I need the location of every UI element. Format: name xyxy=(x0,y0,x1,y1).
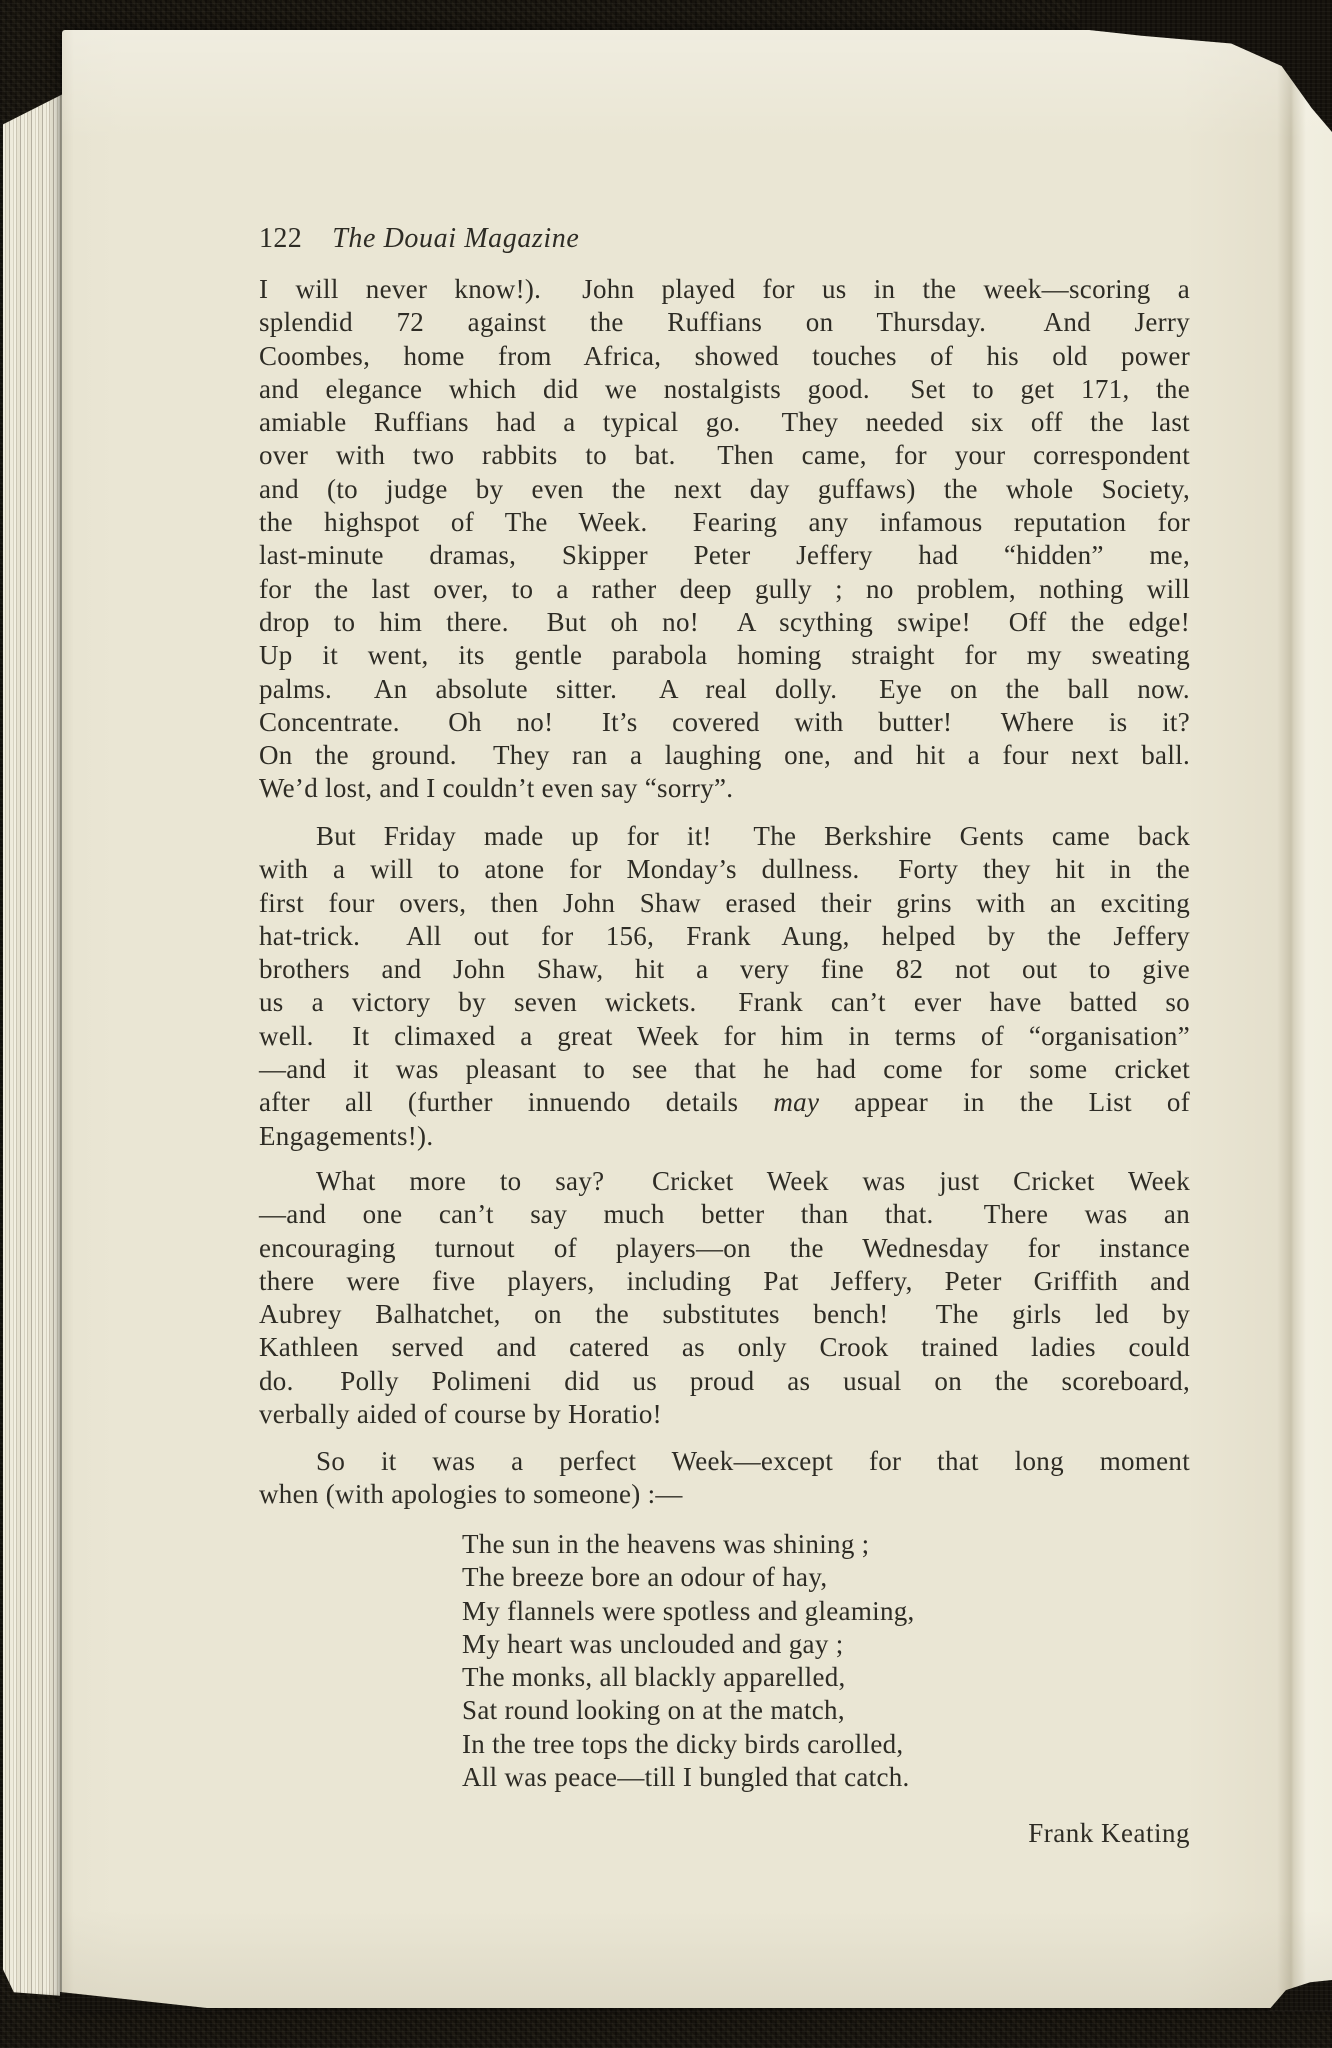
text-line: I will never know!). John played for us in the week—scoring a xyxy=(259,274,1190,304)
text-line: So it was a perfect Week—except for that long moment xyxy=(316,1446,1190,1476)
poem xyxy=(259,1528,1190,1794)
page-number: 122 xyxy=(259,223,303,254)
text-line: hat-trick. All out for 156, Frank Aung, helped by the Jeffery xyxy=(259,920,1190,951)
paragraph-3 xyxy=(259,1165,1190,1431)
text-line: amiable Ruffians had a typical go. They needed six off the last xyxy=(259,407,1190,438)
text-line: The sun in the heavens was shining ; xyxy=(462,1529,870,1559)
text-line: the highspot of The Week. Fearing any infamous reputation for xyxy=(259,507,1190,538)
text-line: Engagements!). xyxy=(259,1120,434,1151)
text-line: when (with apologies to someone) :— xyxy=(259,1479,683,1510)
paragraph-4 xyxy=(259,1445,1190,1512)
text-line: Kathleen served and catered as only Crook trained ladies could xyxy=(259,1332,1190,1363)
text-line: and (to judge by even the next day guffaws) the whole Society, xyxy=(259,473,1190,504)
text-line: do. Polly Polimeni did us proud as usual on the scoreboard, xyxy=(259,1365,1190,1396)
page-edge-stack xyxy=(3,94,63,1996)
text-line: In the tree tops the dicky birds carolled, xyxy=(462,1728,904,1759)
text-line: with a will to atone for Monday’s dullness. Forty they hit in the xyxy=(259,854,1190,885)
text-line: us a victory by seven wickets. Frank can’t ever have batted so xyxy=(259,987,1190,1018)
text-line: But Friday made up for it! The Berkshire Gents came back xyxy=(316,821,1190,851)
text-line: —and one can’t say much better than that. There was an xyxy=(259,1199,1190,1230)
text-line: after all (further innuendo details may appear in the List of xyxy=(259,1087,1191,1118)
text-line: —and it was pleasant to see that he had come for some cricket xyxy=(259,1054,1190,1085)
page-header xyxy=(259,223,1190,255)
paragraph-2 xyxy=(259,820,1190,1153)
magazine-title: The Douai Magazine xyxy=(332,223,580,254)
text-line: drop to him there. But oh no! A scything swipe! Off the edge! xyxy=(259,606,1190,637)
text-line: encouraging turnout of players—on the Wednesday for instance xyxy=(259,1232,1190,1263)
text-line: and elegance which did we nostalgists good. Set to get 171, the xyxy=(259,373,1190,404)
author-signature: Frank Keating xyxy=(1028,1818,1190,1848)
text-line: palms. An absolute sitter. A real dolly. Eye on the ball now. xyxy=(259,673,1190,704)
text-line: My heart was unclouded and gay ; xyxy=(462,1628,844,1659)
text-line: The breeze bore an odour of hay, xyxy=(462,1562,828,1593)
text-line: verbally aided of course by Horatio! xyxy=(259,1399,662,1430)
paragraph-1 xyxy=(259,273,1190,806)
text-line: for the last over, to a rather deep gully ; no problem, nothing will xyxy=(259,573,1190,604)
italic-word: may xyxy=(773,1087,820,1118)
text-line: over with two rabbits to bat. Then came, for your correspondent xyxy=(259,440,1190,471)
text-line: splendid 72 against the Ruffians on Thursday. And Jerry xyxy=(259,307,1190,338)
text-line: brothers and John Shaw, hit a very fine 82 not out to give xyxy=(259,954,1190,985)
text-line: Aubrey Balhatchet, on the substitutes bench! The girls led by xyxy=(259,1299,1190,1330)
text-line: All was peace—till I bungled that catch. xyxy=(462,1762,910,1793)
page-text-column xyxy=(259,30,1190,2048)
text-line: Sat round looking on at the match, xyxy=(462,1695,845,1726)
text-line: well. It climaxed a great Week for him in terms of “organisation” xyxy=(259,1020,1190,1051)
text-line: Coombes, home from Africa, showed touches of his old power xyxy=(259,340,1190,371)
text-line: My flannels were spotless and gleaming, xyxy=(462,1595,915,1626)
text-line: last-minute dramas, Skipper Peter Jeffery had “hidden” me, xyxy=(259,540,1190,571)
text-line: Up it went, its gentle parabola homing straight for my sweating xyxy=(259,640,1190,671)
text-line: The monks, all blackly apparelled, xyxy=(462,1662,846,1693)
text-line: What more to say? Cricket Week was just Cricket Week xyxy=(316,1166,1190,1196)
text-line: first four overs, then John Shaw erased their grins with an exciting xyxy=(259,887,1190,918)
book-page xyxy=(62,30,1332,2008)
text-line: We’d lost, and I couldn’t even say “sorry”. xyxy=(259,773,734,804)
text-line: Concentrate. Oh no! It’s covered with butter! Where is it? xyxy=(259,706,1190,737)
text-line: On the ground. They ran a laughing one, and hit a four next ball. xyxy=(259,740,1190,771)
text-line: there were five players, including Pat Jeffery, Peter Griffith and xyxy=(259,1265,1190,1296)
